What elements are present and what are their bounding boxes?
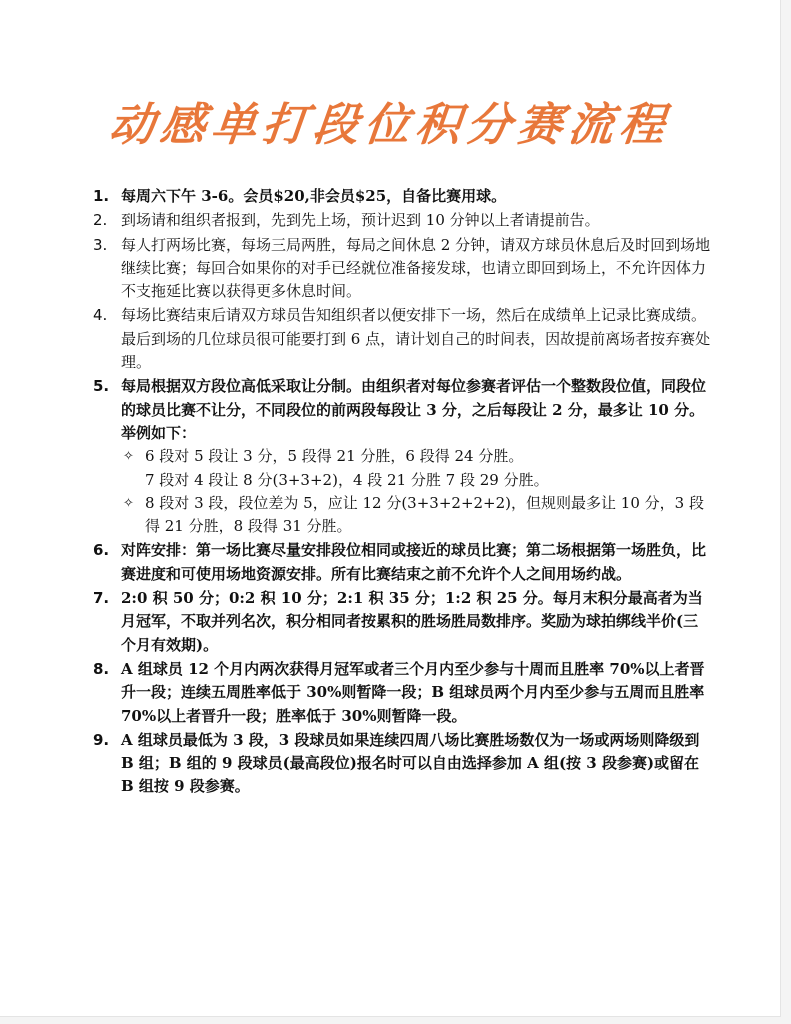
example-line: 8 段对 3 段，段位差为 5，应让 12 分(3+3+2+2+2)，但规则最多让 10 分，3 段得 21 分胜，8 段得 31 分胜。: [145, 493, 704, 536]
rule-item: [93, 658, 713, 728]
example-line: 6 段对 5 段让 3 分，5 段得 21 分胜，6 段得 24 分胜。: [145, 447, 524, 466]
rule-text: 对阵安排：第一场比赛尽量安排段位相同或接近的球员比赛；第二场根据第一场胜负，比赛进度和可使用场地资源安排。所有比赛结束之前不允许个人之间用场约战。: [121, 541, 707, 583]
rule-number: 6.: [93, 541, 110, 560]
example-line: 7 段对 4 段让 8 分(3+3+2)，4 段 21 分胜 7 段 29 分胜。: [145, 470, 549, 489]
rule-number: 2.: [93, 211, 108, 230]
diamond-bullet-icon: ✧: [123, 449, 134, 465]
rule-text: 每周六下午 3-6。会员$20,非会员$25，自备比赛用球。: [121, 187, 507, 205]
rule-item: [93, 729, 713, 799]
rule-text: A 组球员 12 个月内两次获得月冠军或者三个月内至少参与十周而且胜率 70%以上者晋升一段；连续五周胜率低于 30%则暂降一段；B 组球员两个月内至少参与五周而且胜率 70%以上者晋升一段；胜率低于 30%则暂降一段。: [121, 659, 705, 725]
rule-number: 7.: [93, 589, 110, 608]
document-title: 动感单打段位积分赛流程: [106, 98, 674, 151]
rule-number: 1.: [93, 187, 110, 205]
rule-text: 2:0 积 50 分；0:2 积 10 分；2:1 积 35 分；1:2 积 25 分。每月末积分最高者为当月冠军，不取并列名次，积分相同者按累积的胜场胜局数排序。奖励为球拍绑线半价(三个月有效期)。: [121, 589, 703, 654]
rule-text: 每场比赛结束后请双方球员告知组织者以便安排下一场，然后在成绩单上记录比赛成绩。最后到场的几位球员很可能要打到 6 点，请计划自己的时间表，因故提前离场者按弃赛处理。: [121, 306, 711, 372]
diamond-bullet-icon: ✧: [123, 495, 134, 511]
rule-item: [93, 209, 713, 232]
rule-text: A 组球员最低为 3 段，3 段球员如果连续四周八场比赛胜场数仅为一场或两场则降级到 B 组；B 组的 9 段球员(最高段位)报名时可以自由选择参加 A 组(按 3 段参赛)或留在 B 组按 9 段参赛。: [121, 730, 700, 796]
rule-number: 4.: [93, 306, 108, 325]
rule-text: 每人打两场比赛，每场三局两胜，每局之间休息 2 分钟，请双方球员休息后及时回到场地继续比赛；每回合如果你的对手已经就位准备接发球，也请立即回到场上，不允许因体力不支拖延比赛以获得更多休息时间。: [121, 235, 711, 301]
example-item: [121, 492, 713, 539]
example-item: [121, 445, 713, 492]
rule-number: 8.: [93, 659, 110, 678]
rule-item: [93, 304, 713, 374]
rule-number: 3.: [93, 235, 108, 254]
example-list: [121, 445, 713, 538]
rule-item: [93, 587, 713, 657]
rule-text: 到场请和组织者报到，先到先上场，预计迟到 10 分钟以上者请提前告。: [121, 211, 600, 230]
rule-item: [93, 539, 713, 586]
rule-item: [93, 375, 713, 538]
rules-list: [93, 185, 713, 800]
rule-number: 5.: [93, 377, 110, 396]
rule-item: [93, 185, 713, 208]
rule-text: 每局根据双方段位高低采取让分制。由组织者对每位参赛者评估一个整数段位值，同段位的球员比赛不让分，不同段位的前两段每段让 3 分，之后每段让 2 分，最多让 10 分。举例如下：: [121, 377, 707, 442]
rule-item: [93, 234, 713, 304]
rule-number: 9.: [93, 730, 110, 749]
